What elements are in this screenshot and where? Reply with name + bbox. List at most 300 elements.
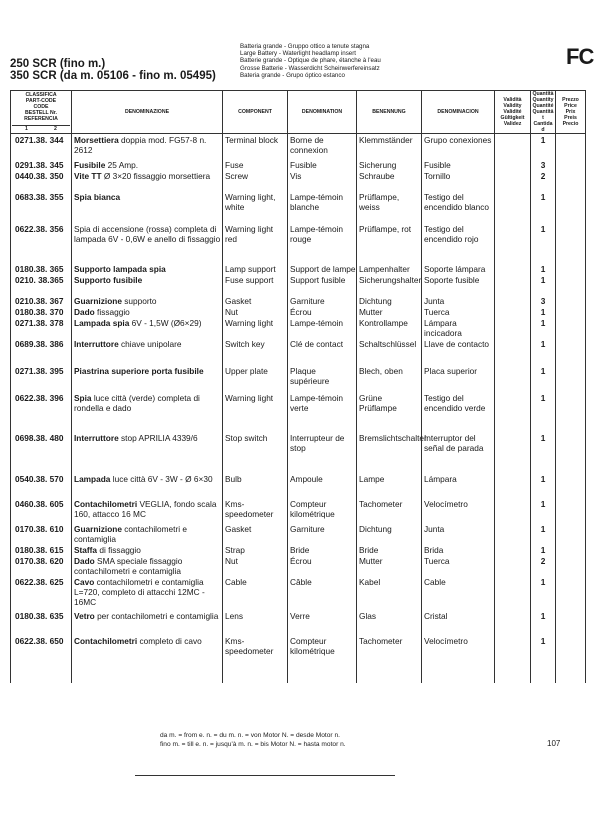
description-fr: Support fusible <box>288 274 357 295</box>
validity-cell <box>495 159 531 170</box>
part-code: 0180.38. 635 <box>11 610 72 635</box>
description-it-lead: Interruttore <box>74 338 119 349</box>
description-en: Strap <box>223 544 288 555</box>
description-de: Schraube <box>357 170 422 191</box>
quantity-cell: 1 <box>531 134 556 159</box>
description-it-rest: 6V - 1,5W (Ø6×29) <box>129 317 202 328</box>
description-fr: Écrou <box>288 555 357 576</box>
price-cell <box>556 170 586 191</box>
part-code: 0180.38. 365 <box>11 263 72 274</box>
quantity-cell: 1 <box>531 317 556 338</box>
description-de: Kabel <box>357 576 422 610</box>
price-cell <box>556 473 586 498</box>
table-row <box>11 134 586 159</box>
model-titles <box>10 58 216 82</box>
col-header-quantity <box>531 91 556 134</box>
part-code: 0622.38. 356 <box>11 223 72 263</box>
part-code: 0271.38. 344 <box>11 134 72 159</box>
table-row <box>11 498 586 523</box>
col-header-code <box>11 91 72 134</box>
description-es: Placa superior <box>422 365 495 392</box>
description-en: Nut <box>223 555 288 576</box>
price-cell <box>556 191 586 223</box>
price-cell <box>556 338 586 365</box>
footer-legend <box>160 731 346 749</box>
description-en: Fuse support <box>223 274 288 295</box>
description-de: Blech, oben <box>357 365 422 392</box>
validity-es: Validez <box>503 121 522 127</box>
description-es: Interruptor del señal de parada <box>422 432 495 473</box>
table-row <box>11 523 586 544</box>
part-code: 0170.38. 610 <box>11 523 72 544</box>
description-de: Tachometer <box>357 635 422 669</box>
description-de: Tachometer <box>357 498 422 523</box>
footer-divider <box>135 775 395 776</box>
table-row <box>11 223 586 263</box>
price-cell <box>556 223 586 263</box>
description-it-rest: Spia di accensione (rossa) completa di lampada 6V - 0,6W e anello di fissaggio <box>74 223 221 244</box>
quantity-cell: 1 <box>531 338 556 365</box>
description-it-rest: chiave unipolare <box>118 338 182 349</box>
col-header-es: DENOMINACION <box>422 91 495 134</box>
description-en: Screw <box>223 170 288 191</box>
filler-cell <box>72 669 223 683</box>
part-code: 0622.38. 625 <box>11 576 72 610</box>
part-code: 0271.38. 395 <box>11 365 72 392</box>
description-it-rest: luce città (verde) completa di rondella e dado <box>74 392 200 413</box>
description-de: Dichtung <box>357 523 422 544</box>
description-it-lead: Supporto fusibile <box>74 274 143 285</box>
description-es: Junta <box>422 523 495 544</box>
quantity-cell: 1 <box>531 392 556 432</box>
price-cell <box>556 498 586 523</box>
description-it-lead: Fusibile <box>74 159 106 170</box>
description-it-lead: Dado <box>74 555 95 566</box>
price-cell <box>556 306 586 317</box>
validity-cell <box>495 295 531 306</box>
quantity-cell: 1 <box>531 610 556 635</box>
quantity-fr: Quantité <box>532 103 554 109</box>
description-es: Lámpara incicadora <box>422 317 495 338</box>
description-it-lead: Morsettiera <box>74 135 119 145</box>
validity-cell <box>495 544 531 555</box>
validity-en: Validity <box>503 103 522 109</box>
price-cell <box>556 576 586 610</box>
description-fr: Garniture <box>288 523 357 544</box>
quantity-cell: 1 <box>531 523 556 544</box>
description-en: Kms-speedometer <box>223 498 288 523</box>
description-it <box>72 432 223 473</box>
quantity-it: Quantità <box>532 91 554 97</box>
price-cell <box>556 134 586 159</box>
description-es: Junta <box>422 295 495 306</box>
quantity-cell: 3 <box>531 295 556 306</box>
description-fr: Lampe-témoin <box>288 317 357 338</box>
table-row <box>11 295 586 306</box>
description-fr: Câble <box>288 576 357 610</box>
price-cell <box>556 365 586 392</box>
description-fr: Interrupteur de stop <box>288 432 357 473</box>
description-de: Lampenhalter <box>357 263 422 274</box>
part-code: 0210. 38.365 <box>11 274 72 295</box>
col-header-fr: DENOMINATION <box>288 91 357 134</box>
description-de: Sicherungshalter <box>357 274 422 295</box>
description-it <box>72 223 223 263</box>
description-it-lead: Guarnizione <box>74 523 122 534</box>
description-it-rest: fissaggio <box>94 306 130 317</box>
description-fr: Clé de contact <box>288 338 357 365</box>
col-code-de: BESTELL Nr. <box>25 110 57 116</box>
validity-cell <box>495 306 531 317</box>
table-row <box>11 635 586 669</box>
validity-cell <box>495 498 531 523</box>
validity-cell <box>495 338 531 365</box>
description-en: Gasket <box>223 295 288 306</box>
table-row <box>11 170 586 191</box>
quantity-es: Cantidad <box>533 121 553 133</box>
description-it <box>72 610 223 635</box>
description-fr: Fusible <box>288 159 357 170</box>
description-it <box>72 544 223 555</box>
validity-cell <box>495 317 531 338</box>
description-it-rest: doppia mod. FG57-8 n. 2612 <box>74 135 207 155</box>
table-row <box>11 544 586 555</box>
description-de: Prüflampe, weiss <box>357 191 422 223</box>
description-de: Kontrollampe <box>357 317 422 338</box>
section-desc-es: Bateria grande - Grupo óptico estanco <box>240 71 345 79</box>
quantity-cell: 3 <box>531 159 556 170</box>
footer-line-till: fino m. = till e. n. = jusqu'à m. n. = bis Motor N. = hasta motor n. <box>160 741 346 748</box>
description-fr: Ampoule <box>288 473 357 498</box>
description-it-lead: Contachilometri <box>74 498 138 509</box>
quantity-cell: 1 <box>531 365 556 392</box>
part-code: 0689.38. 386 <box>11 338 72 365</box>
price-cell <box>556 317 586 338</box>
description-es: Testigo del encendido rojo <box>422 223 495 263</box>
description-en: Kms-speedometer <box>223 635 288 669</box>
price-de: Preis <box>564 115 577 121</box>
description-en: Bulb <box>223 473 288 498</box>
price-cell <box>556 295 586 306</box>
quantity-cell: 1 <box>531 498 556 523</box>
part-code: 0271.38. 378 <box>11 317 72 338</box>
description-it-rest: Ø 3×20 fissaggio morsettiera <box>101 170 211 181</box>
validity-cell <box>495 274 531 295</box>
table-row <box>11 432 586 473</box>
description-es: Soporte lámpara <box>422 263 495 274</box>
description-fr: Vis <box>288 170 357 191</box>
description-it-rest: 25 Amp. <box>105 159 139 170</box>
quantity-cell: 1 <box>531 635 556 669</box>
col-header-it: DENOMINAZIONE <box>72 91 223 134</box>
quantity-cell: 1 <box>531 432 556 473</box>
validity-cell <box>495 191 531 223</box>
validity-fr: Validité <box>503 109 522 115</box>
description-it <box>72 555 223 576</box>
description-en: Gasket <box>223 523 288 544</box>
table-row <box>11 159 586 170</box>
description-de: Dichtung <box>357 295 422 306</box>
description-es: Cristal <box>422 610 495 635</box>
price-cell <box>556 635 586 669</box>
description-it-rest: VEGLIA, fondo scala 160, attacco 16 MC <box>74 498 217 519</box>
validity-cell <box>495 223 531 263</box>
part-code: 0170.38. 620 <box>11 555 72 576</box>
part-code: 0540.38. 570 <box>11 473 72 498</box>
col-code-sub-2: 2 <box>54 126 57 132</box>
table-row <box>11 392 586 432</box>
price-cell <box>556 159 586 170</box>
quantity-de: Quantität <box>532 109 554 121</box>
description-it <box>72 317 223 338</box>
quantity-cell: 1 <box>531 223 556 263</box>
description-fr: Compteur kilométrique <box>288 635 357 669</box>
table-row <box>11 365 586 392</box>
section-desc-de: Grosse Batterie - Wasserdicht Scheinwerfereinsatz <box>240 64 380 72</box>
price-cell <box>556 392 586 432</box>
description-it-rest: contachilometri e contamiglia <box>74 523 187 544</box>
description-it-lead: Spia <box>74 392 92 403</box>
quantity-cell: 1 <box>531 544 556 555</box>
price-cell <box>556 263 586 274</box>
description-it-lead: Supporto lampada spia <box>74 263 166 274</box>
description-it-lead: Vetro <box>74 610 95 621</box>
description-de: Klemmständer <box>357 134 422 159</box>
col-header-price <box>556 91 586 134</box>
validity-cell <box>495 610 531 635</box>
description-fr: Support de lampe <box>288 263 357 274</box>
part-code: 0291.38. 345 <box>11 159 72 170</box>
table-row <box>11 317 586 338</box>
quantity-cell: 1 <box>531 306 556 317</box>
description-it-rest: per contachilometri e contamiglia <box>94 610 219 621</box>
filler-cell <box>357 669 422 683</box>
table-row <box>11 263 586 274</box>
description-it <box>72 170 223 191</box>
description-it <box>72 523 223 544</box>
quantity-cell: 1 <box>531 576 556 610</box>
table-row <box>11 306 586 317</box>
price-cell <box>556 523 586 544</box>
description-fr: Plaque supérieure <box>288 365 357 392</box>
page-number: 107 <box>547 739 561 748</box>
table-row <box>11 473 586 498</box>
description-es: Llave de contacto <box>422 338 495 365</box>
description-it <box>72 263 223 274</box>
description-it-lead: Guarnizione <box>74 295 122 306</box>
description-es: Grupo conexiones <box>422 134 495 159</box>
part-code: 0440.38. 350 <box>11 170 72 191</box>
col-code-it: CLASSIFICA <box>25 92 57 98</box>
filler-cell <box>556 669 586 683</box>
filler-cell <box>531 669 556 683</box>
description-it-rest: di fissaggio <box>97 544 141 555</box>
description-en: Warning light, white <box>223 191 288 223</box>
validity-cell <box>495 523 531 544</box>
description-it-lead: Staffa <box>74 544 98 555</box>
quantity-cell: 1 <box>531 191 556 223</box>
description-en: Lamp support <box>223 263 288 274</box>
description-en: Warning light <box>223 392 288 432</box>
description-it-lead: Spia bianca <box>74 191 121 202</box>
description-it <box>72 498 223 523</box>
description-es: Brida <box>422 544 495 555</box>
description-es: Fusible <box>422 159 495 170</box>
price-cell <box>556 544 586 555</box>
part-code: 0698.38. 480 <box>11 432 72 473</box>
description-de: Grüne Prüflampe <box>357 392 422 432</box>
description-it-lead: Lampada <box>74 473 111 484</box>
description-de: Sicherung <box>357 159 422 170</box>
price-fr: Prix <box>565 109 576 115</box>
description-en: Upper plate <box>223 365 288 392</box>
filler-cell <box>11 669 72 683</box>
table-row <box>11 576 586 610</box>
col-code-es: REFERENCIA <box>24 116 58 122</box>
table-row <box>11 191 586 223</box>
col-header-de: BENENNUNG <box>357 91 422 134</box>
description-en: Lens <box>223 610 288 635</box>
description-it <box>72 191 223 223</box>
description-it-lead: Dado <box>74 306 95 317</box>
description-it <box>72 159 223 170</box>
table-row <box>11 610 586 635</box>
price-cell <box>556 274 586 295</box>
model-title-350: 350 SCR (da m. 05106 - fino m. 05495) <box>10 70 216 82</box>
description-it-rest: stop APRILIA 4339/6 <box>118 432 198 443</box>
description-en: Stop switch <box>223 432 288 473</box>
parts-table-body <box>11 134 586 683</box>
description-it <box>72 134 223 159</box>
description-de: Schaltschlüssel <box>357 338 422 365</box>
validity-cell <box>495 170 531 191</box>
description-en: Fuse <box>223 159 288 170</box>
description-en: Warning light <box>223 317 288 338</box>
price-cell <box>556 555 586 576</box>
table-bottom-filler <box>11 669 586 683</box>
description-en: Terminal block <box>223 134 288 159</box>
col-code-fr: CODE <box>33 104 49 110</box>
description-it <box>72 338 223 365</box>
description-de: Bride <box>357 544 422 555</box>
description-es: Tuerca <box>422 555 495 576</box>
description-it <box>72 392 223 432</box>
col-code-subheader <box>12 125 70 132</box>
description-de: Glas <box>357 610 422 635</box>
validity-cell <box>495 134 531 159</box>
description-it-rest: luce città 6V - 3W - Ø 6×30 <box>110 473 213 484</box>
price-en: Price <box>564 103 577 109</box>
description-de: Mutter <box>357 555 422 576</box>
description-fr: Borne de connexion <box>288 134 357 159</box>
validity-it: Validità <box>503 97 522 103</box>
description-it <box>72 576 223 610</box>
description-it-lead: Vite TT <box>74 170 102 181</box>
description-fr: Écrou <box>288 306 357 317</box>
description-fr: Verre <box>288 610 357 635</box>
description-it-rest: completo di cavo <box>137 635 202 646</box>
col-header-en: COMPONENT <box>223 91 288 134</box>
quantity-cell: 1 <box>531 473 556 498</box>
description-es: Cable <box>422 576 495 610</box>
validity-cell <box>495 473 531 498</box>
price-cell <box>556 610 586 635</box>
description-it-rest: SMA speciale fissaggio contachilometri e contamiglia <box>74 555 183 576</box>
part-code: 0180.38. 370 <box>11 306 72 317</box>
description-it-lead: Lampada spia <box>74 317 130 328</box>
part-code: 0622.38. 650 <box>11 635 72 669</box>
description-it-rest: contachilometri e contamiglia L=720, completo di attacchi 12MC - 16MC <box>74 576 205 607</box>
price-es: Precio <box>562 121 579 127</box>
description-it-rest: supporto <box>121 295 157 306</box>
section-code: FC <box>566 44 594 69</box>
quantity-cell: 1 <box>531 263 556 274</box>
description-de: Bremslichtschalter <box>357 432 422 473</box>
description-es: Tuerca <box>422 306 495 317</box>
table-row <box>11 274 586 295</box>
description-en: Switch key <box>223 338 288 365</box>
description-fr: Lampe-témoin rouge <box>288 223 357 263</box>
price-it: Prezzo <box>562 97 579 103</box>
section-desc-en: Large Battery - Waterlight headlamp insert <box>240 50 357 58</box>
description-it-lead: Piastrina superiore porta fusibile <box>74 365 204 376</box>
quantity-cell: 1 <box>531 274 556 295</box>
model-title-250: 250 SCR (fino m.) <box>10 58 106 70</box>
description-es: Tornillo <box>422 170 495 191</box>
filler-cell <box>422 669 495 683</box>
table-row <box>11 338 586 365</box>
parts-table <box>10 90 586 683</box>
description-fr: Bride <box>288 544 357 555</box>
description-en: Nut <box>223 306 288 317</box>
part-code: 0460.38. 605 <box>11 498 72 523</box>
description-en: Warning light red <box>223 223 288 263</box>
filler-cell <box>288 669 357 683</box>
section-desc-it: Batteria grande - Gruppo ottico a tenute stagna <box>240 43 370 50</box>
price-cell <box>556 432 586 473</box>
description-fr: Compteur kilométrique <box>288 498 357 523</box>
description-de: Mutter <box>357 306 422 317</box>
description-it <box>72 274 223 295</box>
description-fr: Garniture <box>288 295 357 306</box>
quantity-cell: 2 <box>531 555 556 576</box>
table-header-row <box>11 91 586 134</box>
section-desc-fr: Batterie grande - Optique de phare, étanche à l'eau <box>240 57 381 65</box>
description-it-lead: Contachilometri <box>74 635 138 646</box>
description-it-lead: Cavo <box>74 576 95 587</box>
description-es: Lámpara <box>422 473 495 498</box>
validity-cell <box>495 576 531 610</box>
validity-cell <box>495 365 531 392</box>
part-code: 0180.38. 615 <box>11 544 72 555</box>
validity-cell <box>495 263 531 274</box>
description-es: Velocímetro <box>422 498 495 523</box>
description-fr: Lampe-témoin blanche <box>288 191 357 223</box>
description-it <box>72 295 223 306</box>
validity-de: Gültigkeit <box>500 115 525 121</box>
part-code: 0210.38. 367 <box>11 295 72 306</box>
description-it <box>72 635 223 669</box>
description-de: Lampe <box>357 473 422 498</box>
validity-cell <box>495 555 531 576</box>
description-de: Prüflampe, rot <box>357 223 422 263</box>
description-it <box>72 473 223 498</box>
description-es: Testigo del encendido blanco <box>422 191 495 223</box>
validity-cell <box>495 635 531 669</box>
col-code-sub-1: 1 <box>25 126 28 132</box>
quantity-en: Quantity <box>532 97 554 103</box>
description-it <box>72 365 223 392</box>
